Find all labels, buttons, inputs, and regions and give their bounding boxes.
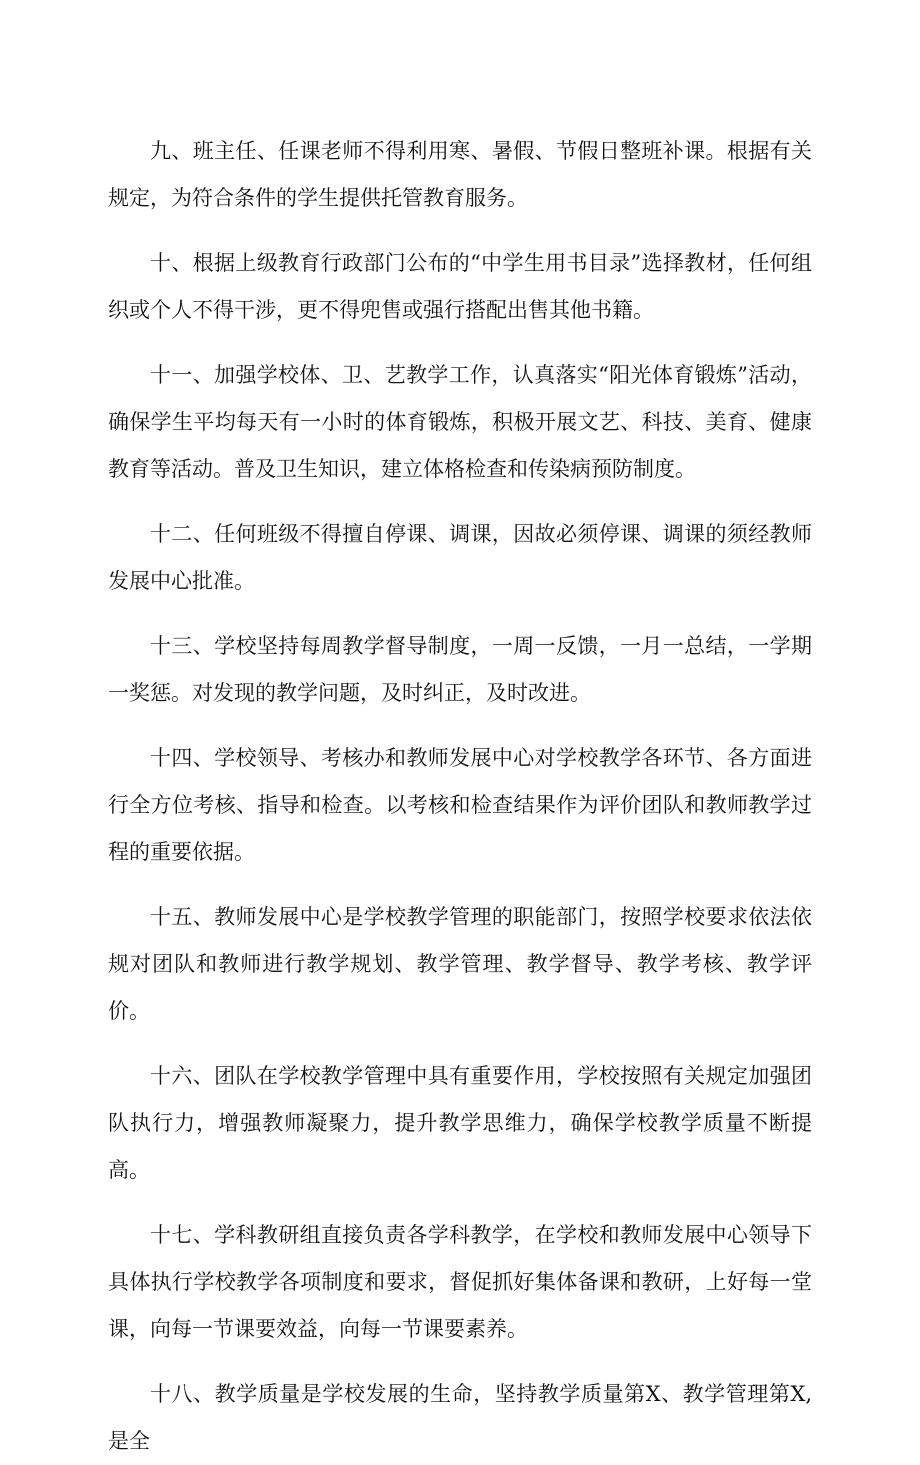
paragraph-item-18: 十八、教学质量是学校发展的生命，坚持教学质量第X、教学管理第X,是全 [108, 1382, 812, 1453]
paragraph-item-17: 十七、学科教研组直接负责各学科教学，在学校和教师发展中心领导下具体执行学校教学各项制度和要求，督促抓好集体备课和教研，上好每一堂课，向每一节课要效益，向每一节课要素养。 [108, 1223, 812, 1341]
paragraph-item-13: 十三、学校坚持每周教学督导制度，一周一反馈，一月一总结，一学期一奖惩。对发现的教学问题，及时纠正，及时改进。 [108, 634, 812, 705]
paragraph-item-11: 十一、加强学校体、卫、艺教学工作，认真落实“阳光体育锻炼”活动，确保学生平均每天有一小时的体育锻炼，积极开展文艺、科技、美育、健康教育等活动。普及卫生知识，建立体格检查和传染病预防制度。 [108, 363, 812, 481]
paragraph-item-10: 十、根据上级教育行政部门公布的“中学生用书目录”选择教材，任何组织或个人不得干涉，更不得兜售或强行搭配出售其他书籍。 [108, 251, 812, 322]
paragraph-item-12: 十二、任何班级不得擅自停课、调课，因故必须停课、调课的须经教师发展中心批准。 [108, 522, 812, 593]
paragraph-item-16: 十六、团队在学校教学管理中具有重要作用，学校按照有关规定加强团队执行力，增强教师凝聚力，提升教学思维力，确保学校教学质量不断提高。 [108, 1064, 812, 1182]
paragraph-item-9: 九、班主任、任课老师不得利用寒、暑假、节假日整班补课。根据有关规定，为符合条件的学生提供托管教育服务。 [108, 139, 812, 210]
paragraph-item-14: 十四、学校领导、考核办和教师发展中心对学校教学各环节、各方面进行全方位考核、指导和检查。以考核和检查结果作为评价团队和教师教学过程的重要依据。 [108, 746, 812, 864]
paragraph-item-15: 十五、教师发展中心是学校教学管理的职能部门，按照学校要求依法依规对团队和教师进行教学规划、教学管理、教学督导、教学考核、教学评价。 [108, 905, 812, 1023]
